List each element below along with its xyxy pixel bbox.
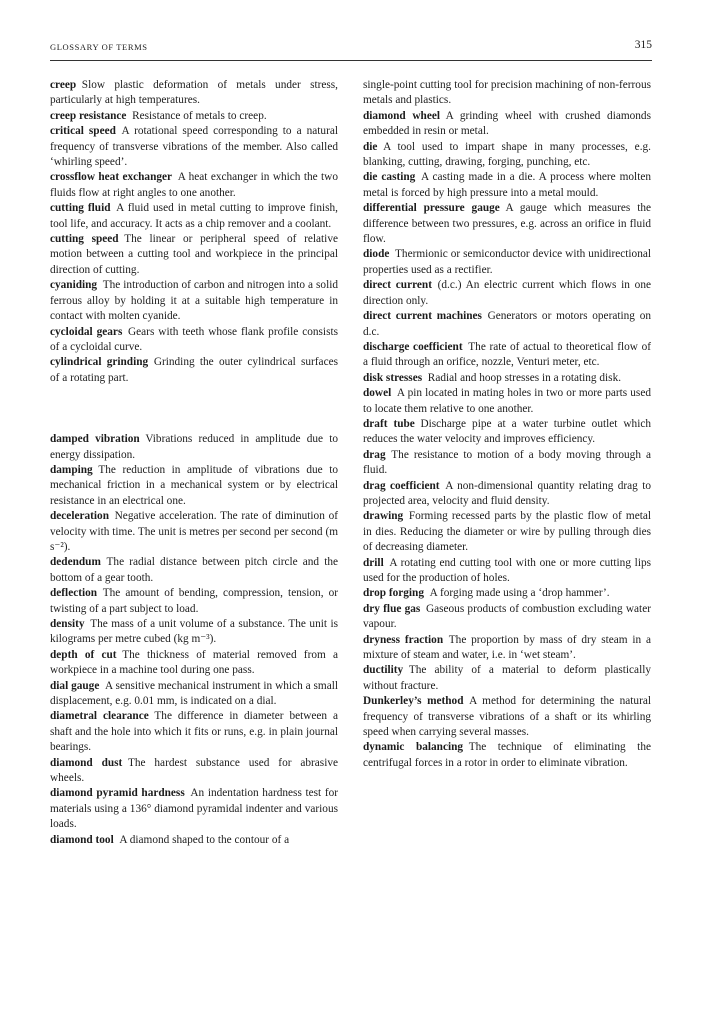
glossary-definition: The proportion by mass of dry steam in a mixture of steam and water, i.e. in ‘wet steam’. (363, 633, 651, 662)
glossary-definition: (d.c.) An electric current which flows in one direction only. (363, 279, 651, 307)
glossary-term: drag coefficient (363, 479, 440, 492)
glossary-definition: The thickness of material removed from a workpiece in a machine tool during one pass. (50, 648, 338, 677)
glossary-definition: The reduction in amplitude of vibrations due to mechanical friction in a mechanical system or by electrical resistance in an electrical one. (50, 463, 338, 507)
glossary-definition: A pin located in mating holes in two or more parts used to locate them relative to one another. (363, 387, 651, 415)
glossary-entry-diamond-tool (50, 833, 338, 848)
glossary-entry-die-casting (363, 170, 651, 201)
glossary-term: ductility (363, 664, 404, 677)
glossary-term: direct current machines (363, 310, 482, 323)
glossary-entry-density (50, 617, 338, 648)
glossary-entry-draft-tube (363, 417, 651, 448)
right-column (363, 78, 651, 771)
glossary-term: differential pressure gauge (363, 202, 500, 215)
glossary-term: drop forging (363, 587, 424, 600)
glossary-definition: A diamond shaped to the contour of a (119, 833, 290, 846)
glossary-term: diamond tool (50, 833, 114, 846)
glossary-definition: A gauge which measures the difference between two pressures, e.g. across an orifice in fluid flow. (363, 202, 651, 246)
glossary-term: cycloidal gears (50, 325, 123, 338)
glossary-definition: Negative acceleration. The rate of diminution of velocity with time. The unit is metres per second per second (m s⁻²). (50, 510, 338, 553)
glossary-entry-drawing (363, 509, 651, 555)
glossary-definition: The resistance to motion of a body moving through a fluid. (363, 448, 651, 477)
glossary-definition: Resistance of metals to creep. (132, 109, 267, 122)
glossary-term: dryness fraction (363, 633, 444, 646)
glossary-entry-deflection (50, 586, 338, 617)
glossary-definition: Thermionic or semiconductor device with unidirectional properties used as a rectifier. (363, 248, 651, 276)
glossary-entry-drag-coefficient (363, 479, 651, 510)
glossary-term: cylindrical grinding (50, 356, 149, 369)
glossary-entry-cutting-fluid (50, 201, 338, 232)
glossary-entry-dedendum (50, 555, 338, 586)
glossary-term: dowel (363, 387, 392, 400)
glossary-definition: A tool used to impart shape in many processes, e.g. blanking, cutting, drawing, forging, punching, etc. (363, 140, 651, 169)
glossary-definition: A forging made using a ‘drop hammer’. (429, 587, 610, 600)
glossary-definition: The linear or peripheral speed of relative motion between a cutting tool and workpiece in the principal direction of cutting. (50, 233, 338, 276)
glossary-entry-damping (50, 463, 338, 509)
glossary-definition: Grinding the outer cylindrical surfaces of a rotating part. (50, 356, 338, 384)
glossary-term: draft tube (363, 417, 415, 430)
running-head: GLOSSARY OF TERMS (50, 42, 148, 52)
glossary-definition: A casting made in a die. A process where molten metal is forced by high pressure into a metal mould. (363, 171, 651, 199)
glossary-term: cutting fluid (50, 202, 111, 215)
glossary-entry-dynamic-balancing (363, 740, 651, 771)
glossary-term: direct current (363, 279, 432, 292)
glossary-definition: A rotational speed corresponding to a natural frequency of transverse vibrations of the member. Also called ‘whirling speed’. (50, 125, 338, 169)
glossary-entry-direct-current (363, 278, 651, 309)
glossary-entry-drill (363, 556, 651, 587)
glossary-definition: The amount of bending, compression, tension, or twisting of a part subject to load. (50, 587, 338, 615)
glossary-definition: The hardest substance used for abrasive wheels. (50, 756, 338, 785)
glossary-entry-discharge-coefficient (363, 340, 651, 371)
glossary-definition: Gaseous products of combustion excluding water vapour. (363, 602, 651, 631)
glossary-entry-dunkerley-s-method (363, 694, 651, 740)
glossary-definition: Forming recessed parts by the plastic flow of metal in dies. Reducing the diameter or wire by pulling through dies of decreasing diameter. (363, 510, 651, 554)
glossary-entry-diamond-wheel (363, 109, 651, 140)
glossary-entry-dryness-fraction (363, 633, 651, 664)
glossary-entry-dial-gauge (50, 679, 338, 710)
glossary-term: diamond pyramid hardness (50, 787, 185, 800)
glossary-entry-drag (363, 448, 651, 479)
glossary-entry-cutting-speed (50, 232, 338, 278)
glossary-definition: Discharge pipe at a water turbine outlet which reduces the water velocity and improves efficiency. (363, 417, 652, 446)
glossary-term: die casting (363, 171, 416, 184)
glossary-entry-ductility (363, 663, 651, 694)
glossary-definition: The technique of eliminating the centrifugal forces in a rotor in order to eliminate vibration. (363, 741, 651, 769)
glossary-entry-diamond-pyramid-hardness (50, 786, 338, 832)
glossary-definition: The mass of a unit volume of a substance. The unit is kilograms per metre cubed (kg m⁻³). (50, 618, 338, 646)
glossary-entry-crossflow-heat-exchanger (50, 170, 338, 201)
glossary-entry-cylindrical-grinding (50, 355, 338, 386)
glossary-definition: A sensitive mechanical instrument in which a small displacement, e.g. 0.01 mm, is indicated on a dial. (50, 679, 338, 708)
glossary-term: deceleration (50, 510, 109, 523)
glossary-definition: The difference in diameter between a shaft and the hole into which it fits or runs, e.g. in plain journal bearings. (50, 710, 338, 754)
glossary-term: dry flue gas (363, 602, 421, 615)
glossary-entry-creep (50, 78, 338, 109)
glossary-definition: Gears with teeth whose flank profile consists of a cycloidal curve. (50, 325, 339, 353)
glossary-entry-depth-of-cut (50, 648, 338, 679)
glossary-entry-drop-forging (363, 586, 651, 601)
glossary-entry-disk-stresses (363, 371, 651, 386)
glossary-entry-dry-flue-gas (363, 602, 651, 633)
glossary-term: critical speed (50, 125, 116, 138)
glossary-term: cutting speed (50, 233, 119, 246)
glossary-definition: The rate of actual to theoretical flow of a fluid through an orifice, nozzle, Venturi meter, etc. (363, 340, 651, 369)
glossary-term: disk stresses (363, 371, 423, 384)
glossary-term: crossflow heat exchanger (50, 171, 173, 184)
glossary-definition: A heat exchanger in which the two fluids flow at right angles to one another. (50, 171, 338, 199)
glossary-term: depth of cut (50, 648, 117, 661)
glossary-definition: A method for determining the natural frequency of transverse vibrations of a shaft or its whirling speed when carrying several masses. (363, 695, 651, 739)
entry-continuation: single-point cutting tool for precision machining of non-ferrous metals and plastics. (363, 79, 651, 107)
glossary-entry-diametral-clearance (50, 709, 338, 755)
glossary-term: dedendum (50, 556, 101, 569)
glossary-definition: An indentation hardness test for materials using a 136° diamond pyramidal indenter and various loads. (50, 787, 338, 831)
glossary-term: creep resistance (50, 109, 127, 122)
glossary-term: dial gauge (50, 679, 100, 692)
glossary-entry-critical-speed (50, 124, 338, 170)
glossary-term: die (363, 140, 378, 153)
page-header (50, 38, 652, 61)
glossary-term: dynamic balancing (363, 741, 464, 754)
glossary-entry-cyaniding (50, 278, 338, 324)
glossary-entry-deceleration (50, 509, 338, 555)
glossary-definition: A non-dimensional quantity relating drag to projected area, velocity and fluid density. (363, 479, 651, 507)
glossary-term: cyaniding (50, 279, 98, 292)
glossary-entry-creep-resistance (50, 109, 338, 124)
glossary-term: diamond dust (50, 756, 123, 769)
glossary-term: Dunkerley’s method (363, 695, 464, 708)
glossary-definition: The ability of a material to deform plastically without fracture. (363, 664, 651, 692)
glossary-term: damped vibration (50, 433, 140, 446)
glossary-term: drill (363, 556, 384, 569)
glossary-entry-diode (363, 247, 651, 278)
left-column (50, 78, 338, 848)
glossary-definition: The radial distance between pitch circle and the bottom of a gear tooth. (50, 556, 338, 584)
glossary-definition: Radial and hoop stresses in a rotating disk. (427, 371, 622, 384)
glossary-definition: A fluid used in metal cutting to improve finish, tool life, and accuracy. It acts as a chip remover and a coolant. (50, 202, 338, 230)
glossary-definition: Vibrations reduced in amplitude due to energy dissipation. (50, 433, 338, 461)
glossary-definition: Generators or motors operating on d.c. (363, 310, 651, 338)
glossary-entry-damped-vibration (50, 432, 338, 463)
glossary-term: discharge coefficient (363, 340, 463, 353)
glossary-term: creep (50, 79, 77, 91)
glossary-term: drawing (363, 510, 404, 523)
glossary-definition: A rotating end cutting tool with one or more cutting lips used for the production of holes. (363, 556, 651, 584)
glossary-term: damping (50, 463, 93, 476)
glossary-term: density (50, 618, 85, 630)
glossary-entry-dowel (363, 386, 651, 417)
glossary-definition: The introduction of carbon and nitrogen into a solid ferrous alloy by holding it at a suitable high temperature in contact with molten cyanide. (50, 279, 338, 323)
glossary-entry-direct-current-machines (363, 309, 651, 340)
glossary-definition: Slow plastic deformation of metals under stress, particularly at high temperatures. (50, 79, 338, 107)
glossary-entry-diamond-dust (50, 756, 338, 787)
page-number: 315 (634, 39, 652, 51)
glossary-term: diode (363, 248, 390, 261)
glossary-entry-cycloidal-gears (50, 325, 338, 356)
glossary-entry-die (363, 140, 651, 171)
glossary-term: diamond wheel (363, 109, 440, 122)
glossary-term: drag (363, 448, 386, 461)
glossary-entry-differential-pressure-gauge (363, 201, 651, 247)
glossary-term: diametral clearance (50, 710, 149, 723)
glossary-definition: A grinding wheel with crushed diamonds embedded in resin or metal. (363, 109, 651, 138)
glossary-term: deflection (50, 587, 98, 600)
